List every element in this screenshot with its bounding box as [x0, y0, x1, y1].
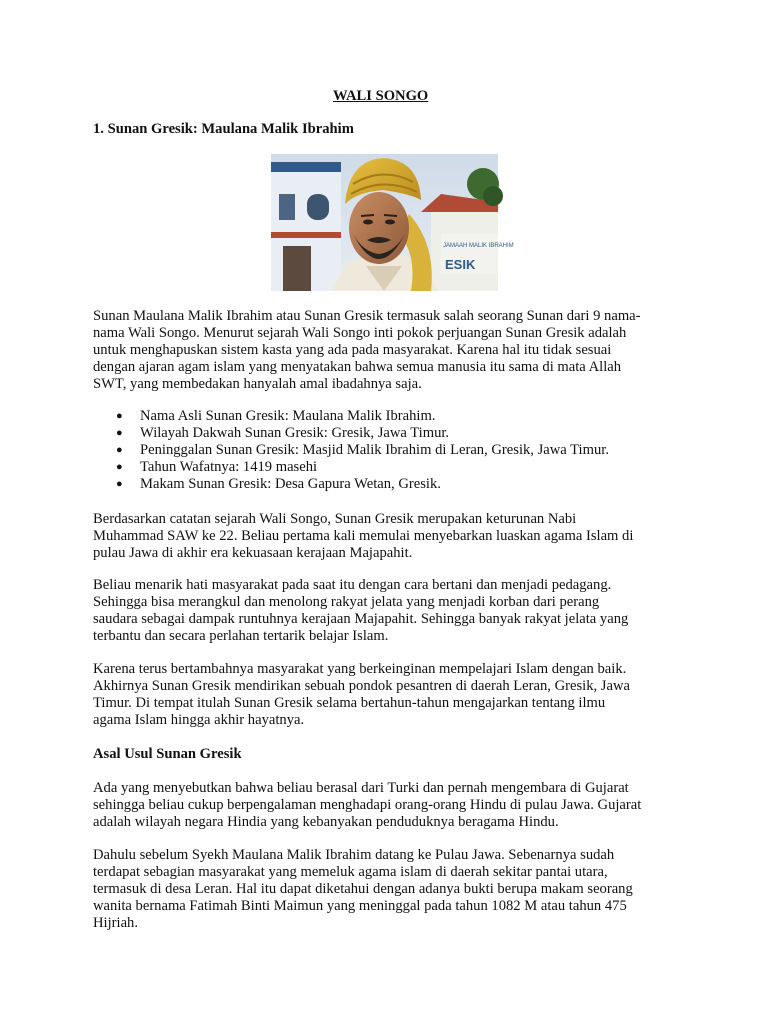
- paragraph-pesantren: [93, 661, 683, 729]
- text-line: Sunan Maulana Malik Ibrahim atau Sunan Gresik termasuk salah seorang Sunan dari 9 nama-: [93, 308, 641, 324]
- subheading-origin: Asal Usul Sunan Gresik: [93, 746, 242, 762]
- sign-text-top: JAMAAH MALIK IBRAHIM: [443, 243, 514, 249]
- section-heading: 1. Sunan Gresik: Maulana Malik Ibrahim: [93, 121, 354, 137]
- document-title: WALI SONGO: [333, 88, 429, 104]
- text-line: SWT, yang membedakan hanyalah amal ibadahnya saja.: [93, 376, 422, 392]
- text-line: Sehingga bisa merangkul dan menolong rakyat jelata yang menjadi korban dari perang: [93, 594, 600, 610]
- text-line: termasuk di desa Leran. Hal itu dapat diketahui dengan adanya bukti berupa makam seorang: [93, 881, 633, 897]
- list-item-text: Peninggalan Sunan Gresik: Masjid Malik Ibrahim di Leran, Gresik, Jawa Timur.: [140, 442, 609, 458]
- text-line: sehingga beliau cukup berpengalaman menghadapi orang-orang Hindu di pulau Jawa. Gujarat: [93, 797, 642, 813]
- text-line: terdapat sebagian masyarakat yang memeluk agama islam di daerah sekitar pantai utara,: [93, 864, 608, 880]
- text-line: untuk menghapuskan sistem kasta yang ada pada masyarakat. Karena hal itu tidak sesuai: [93, 342, 612, 358]
- bullet-icon: ●: [116, 444, 123, 456]
- paragraph-history: [93, 847, 683, 932]
- list-item-text: Nama Asli Sunan Gresik: Maulana Malik Ibrahim.: [140, 408, 436, 424]
- text-line: wanita bernama Fatimah Binti Maimun yang meninggal pada tahun 1082 M atau tahun 475: [93, 898, 627, 914]
- text-line: terbantu dan secara perlahan tertarik belajar Islam.: [93, 628, 389, 644]
- text-line: Dahulu sebelum Syekh Maulana Malik Ibrahim datang ke Pulau Jawa. Sebenarnya sudah: [93, 847, 615, 863]
- text-line: Beliau menarik hati masyarakat pada saat itu dengan cara bertani dan menjadi pedagang.: [93, 577, 612, 593]
- list-item: [93, 476, 609, 493]
- list-item: [93, 425, 609, 442]
- text-line: Hijriah.: [93, 915, 138, 931]
- text-line: dengan ajaran agam islam yang menyatakan bahwa semua manusia itu sama di mata Allah: [93, 359, 622, 375]
- text-line: pulau Jawa di akhir era kekuasaan kerajaan Majapahit.: [93, 545, 413, 561]
- text-line: Timur. Di tempat itulah Sunan Gresik selama bertahun-tahun mengajarkan tentang ilmu: [93, 695, 606, 711]
- facts-list: [93, 408, 609, 493]
- paragraph-origin: [93, 780, 683, 831]
- paragraph-intro: [93, 308, 683, 393]
- bullet-icon: ●: [116, 461, 123, 473]
- text-line: agama Islam hingga akhir hayatnya.: [93, 712, 305, 728]
- paragraph-approach: [93, 577, 683, 645]
- bullet-icon: ●: [116, 427, 123, 439]
- portrait-illustration: [271, 154, 514, 291]
- list-item-text: Wilayah Dakwah Sunan Gresik: Gresik, Jawa Timur.: [140, 425, 450, 441]
- list-item: [93, 459, 609, 476]
- text-line: nama Wali Songo. Menurut sejarah Wali Songo inti pokok perjuangan Sunan Gresik adalah: [93, 325, 627, 341]
- bullet-icon: ●: [116, 410, 123, 422]
- text-line: Akhirnya Sunan Gresik mendirikan sebuah pondok pesantren di daerah Leran, Gresik, Jawa: [93, 678, 630, 694]
- list-item: [93, 442, 609, 459]
- bullet-icon: ●: [116, 478, 123, 490]
- sign-text-bottom: ESIK: [445, 257, 476, 272]
- text-line: Muhammad SAW ke 22. Beliau pertama kali memulai menyebarkan luaskan agama Islam di: [93, 528, 634, 544]
- text-line: Berdasarkan catatan sejarah Wali Songo, Sunan Gresik merupakan keturunan Nabi: [93, 511, 577, 527]
- text-line: adalah wilayah negara Hindia yang kebanyakan penduduknya beragama Hindu.: [93, 814, 559, 830]
- text-line: Karena terus bertambahnya masyarakat yang berkeinginan mempelajari Islam dengan baik.: [93, 661, 627, 677]
- paragraph-lineage: [93, 511, 683, 562]
- list-item-text: Tahun Wafatnya: 1419 masehi: [140, 459, 318, 475]
- list-item: [93, 408, 609, 425]
- portrait-image: [271, 154, 514, 291]
- list-item-text: Makam Sunan Gresik: Desa Gapura Wetan, Gresik.: [140, 476, 441, 492]
- text-line: Ada yang menyebutkan bahwa beliau berasal dari Turki dan pernah mengembara di Gujarat: [93, 780, 629, 796]
- text-line: saudara sebagai dampak runtuhnya kerajaan Majapahit. Sehingga banyak rakyat jelata yang: [93, 611, 629, 627]
